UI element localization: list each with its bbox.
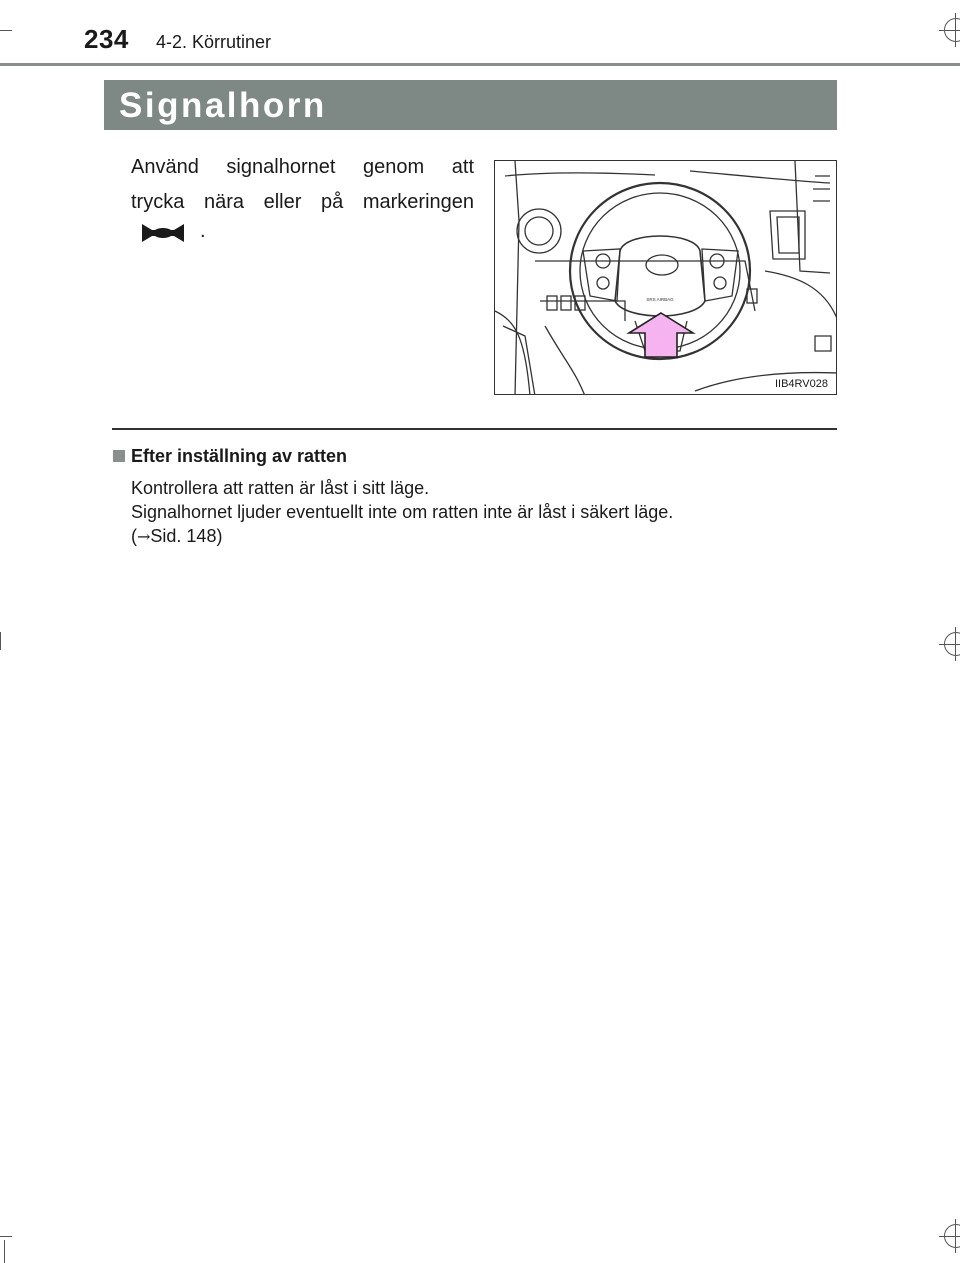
section-divider (112, 428, 837, 430)
paren-close: ) (216, 526, 223, 546)
page-number: 234 (84, 24, 129, 54)
section-title-band (104, 80, 837, 130)
horn-icon (140, 222, 186, 244)
section-body-text: Använd signalhornet genom att trycka nära eller på markeringen (131, 156, 474, 213)
registration-mark (955, 13, 956, 47)
note-heading-text: Efter inställning av ratten (131, 446, 348, 466)
crop-mark (0, 30, 12, 31)
note-line-3 (131, 524, 673, 549)
note-heading (113, 446, 347, 467)
square-bullet-icon (113, 450, 125, 462)
registration-mark (939, 30, 960, 31)
dashboard-drawing (495, 161, 837, 395)
figure-code: IIB4RV028 (774, 378, 828, 390)
body-period: . (200, 220, 206, 242)
steering-wheel-illustration (494, 160, 837, 395)
paren-open: ( (131, 526, 137, 546)
registration-mark (955, 1219, 956, 1253)
crop-mark (0, 1236, 12, 1237)
note-body (131, 476, 673, 549)
section-title: Signalhorn (119, 86, 327, 125)
page-reference[interactable]: Sid. 148 (150, 526, 217, 546)
header-rule (0, 63, 960, 66)
note-line-1: Kontrollera att ratten är låst i sitt läge. (131, 478, 430, 498)
note-line-2: Signalhornet ljuder eventuellt inte om ratten inte är låst i säkert läge. (131, 502, 674, 522)
registration-mark (939, 1236, 960, 1237)
registration-mark (955, 627, 956, 661)
airbag-label: SRS AIRBAG (646, 297, 674, 302)
crop-mark (4, 1240, 5, 1263)
chapter-heading: 4-2. Körrutiner (156, 32, 272, 52)
registration-mark (939, 644, 960, 645)
arrow-icon: → (137, 527, 151, 546)
crop-mark (0, 632, 1, 650)
